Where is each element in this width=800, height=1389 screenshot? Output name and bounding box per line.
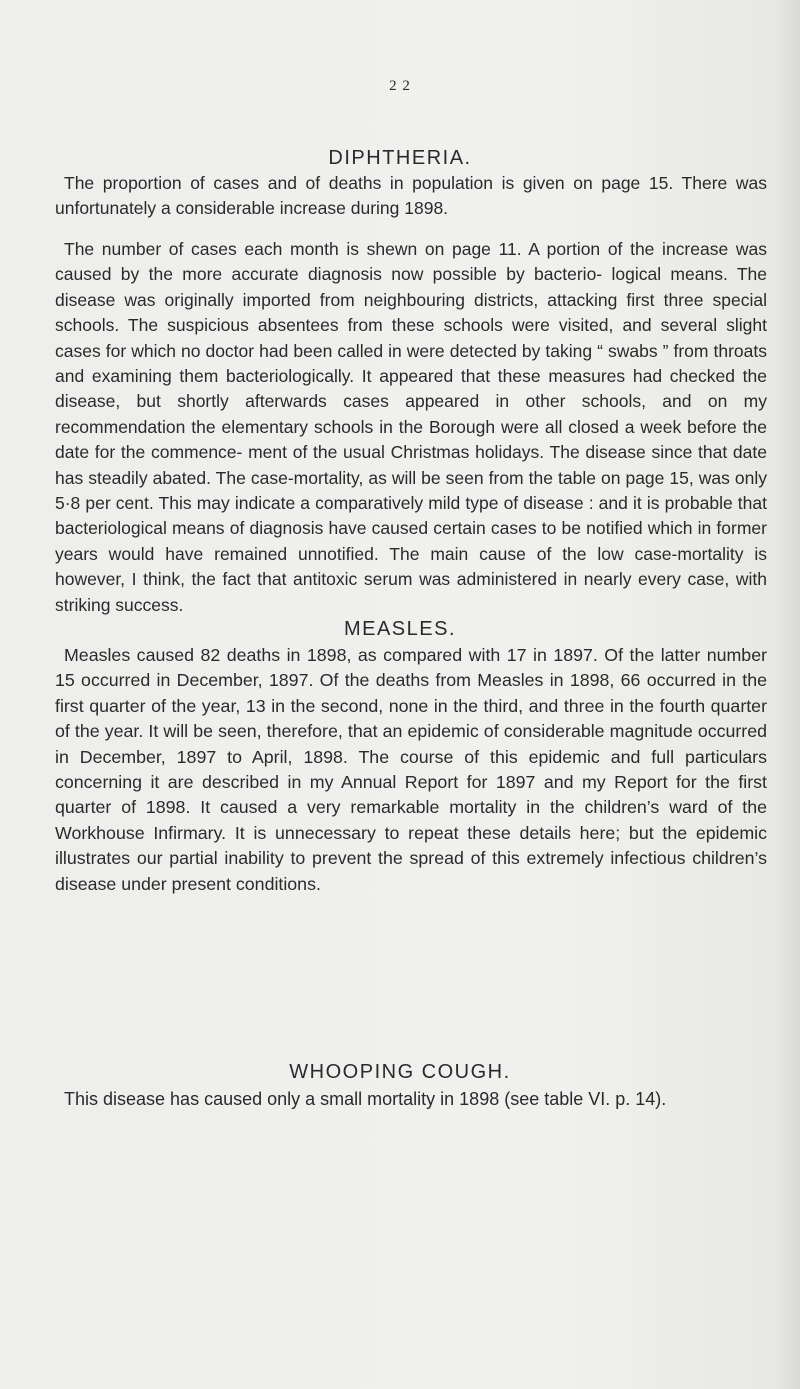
diphtheria-paragraph-2-text: The number of cases each month is shewn on page 11. A portion of the increase was caused by the more accurate diagnosis now possible by bacterio- logical means. The disease was originally imported from neighbouring districts, attacking first three special schools. The suspicious absentees from these schools were visited, and several slight cases for which no doctor had been called in were detected by taking “ swabs ” from throats and examining them bacteriologically. It appeared that these measures had checked the disease, but shortly afterwards cases appeared in other schools, and on my recommendation the elementary schools in the Borough were all closed a week before the date for the commence- ment of the usual Christmas holidays. The disease since that date has steadily abated. The case-mortality, as will be seen from the table on page 15, was only 5·8 per cent. This may indicate a comparatively mild type of disease : and it is probable that bacteriological means of diagnosis have caused certain cases to be notified which in former years would have remained unnotified. The main cause of the low case-mortality is however, I think, the fact that antitoxic serum was administered in nearly every case, with striking success. bbox=[55, 239, 767, 615]
section-heading-measles: MEASLES. bbox=[343, 618, 457, 640]
diphtheria-paragraph-1-text: The proportion of cases and of deaths in population is given on page 15. There was unfortunately a considerable increase during 1898. bbox=[55, 173, 767, 219]
section-heading-whooping-cough: WHOOPING COUGH. bbox=[289, 1061, 511, 1083]
measles-paragraph-text: Measles caused 82 deaths in 1898, as compared with 17 in 1897. Of the latter number 15 occurred in December, 1897. Of the deaths from Measles in 1898, 66 occurred in the first quarter of the year, 13 in the second, none in the third, and three in the fourth quarter of the year. It will be seen, therefore, that an epidemic of considerable magnitude occurred in December, 1897 to April, 1898. The course of this epidemic and full particulars concerning it are described in my Annual Report for 1897 and my Report for the first quarter of 1898. It caused a very remarkable mortality in the children’s ward of the Workhouse Infirmary. It is unnecessary to repeat these details here; but the epidemic illustrates our partial inability to prevent the spread of this extremely infectious children’s disease under present conditions. bbox=[55, 645, 767, 894]
page-number: 2 2 bbox=[389, 78, 411, 94]
diphtheria-paragraph-2 bbox=[55, 237, 767, 618]
measles-paragraph bbox=[55, 643, 767, 897]
diphtheria-paragraph-1 bbox=[55, 171, 767, 222]
section-heading-diphtheria: DIPHTHERIA. bbox=[328, 147, 472, 169]
whooping-cough-paragraph-text: This disease has caused only a small mortality in 1898 (see table VI. p. 14). bbox=[64, 1089, 667, 1109]
whooping-cough-paragraph bbox=[55, 1087, 767, 1112]
